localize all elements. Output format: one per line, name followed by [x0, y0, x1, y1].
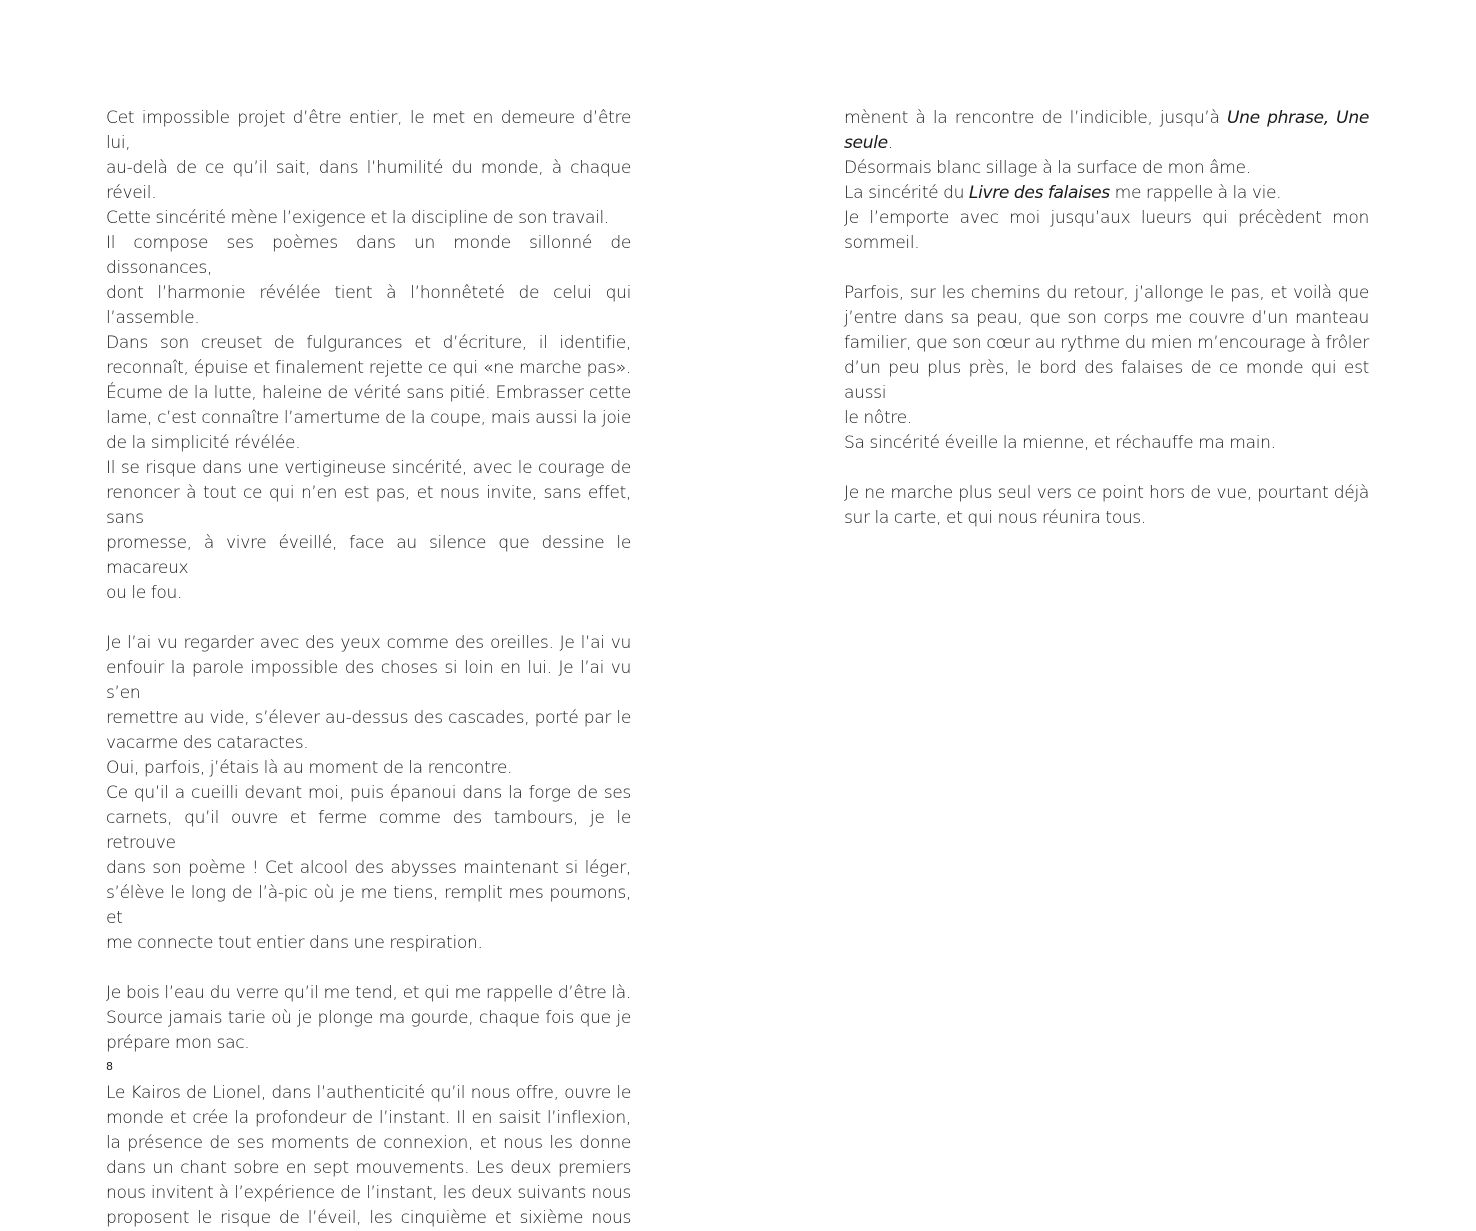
paragraph: [844, 481, 1369, 531]
text-line: proposent le risque de l’éveil, les cinquième et sixième nous: [106, 1208, 631, 1228]
paragraph-gap: [106, 606, 631, 631]
text-line: Source jamais tarie où je plonge ma gourde, chaque fois que je: [106, 1008, 631, 1028]
text-line: mènent à la rencontre de l’indicible, jusqu’à Une phrase, Une seule.: [844, 108, 1369, 153]
left-column: [106, 106, 631, 1231]
text-line: Désormais blanc sillage à la surface de mon âme.: [844, 158, 1251, 178]
paragraph: [844, 281, 1369, 456]
right-column: [844, 106, 1369, 531]
text-line: de la simplicité révélée.: [106, 433, 301, 453]
text-line: le nôtre.: [844, 408, 912, 428]
text-line: dans son poème ! Cet alcool des abysses maintenant si léger,: [106, 858, 631, 878]
paragraph: [106, 1081, 631, 1231]
text-line: Cette sincérité mène l’exigence et la discipline de son travail.: [106, 208, 609, 228]
page-number: 8: [106, 1060, 113, 1073]
text-line: sommeil.: [844, 233, 920, 253]
text-line: j’entre dans sa peau, que son corps me couvre d’un manteau: [844, 308, 1369, 328]
text-line: lame, c’est connaître l’amertume de la coupe, mais aussi la joie: [106, 408, 631, 428]
text-line: familier, que son cœur au rythme du mien m’encourage à frôler: [844, 333, 1369, 353]
text-line: promesse, à vivre éveillé, face au silence que dessine le macareux: [106, 533, 631, 578]
text-line: Je l’ai vu regarder avec des yeux comme des oreilles. Je l’ai vu: [106, 633, 631, 653]
italic-title: Une phrase, Une seule: [844, 108, 1369, 153]
text-line: monde et crée la profondeur de l’instant. Il en saisit l’inflexion,: [106, 1108, 631, 1128]
paragraph-gap: [844, 256, 1369, 281]
right-paragraphs: [844, 281, 1369, 531]
text-line: carnets, qu’il ouvre et ferme comme des tambours, je le retrouve: [106, 808, 631, 853]
paragraph-gap: [844, 456, 1369, 481]
right-intro-paragraph: [844, 106, 1369, 256]
text-line: Parfois, sur les chemins du retour, j’allonge le pas, et voilà que: [844, 283, 1369, 303]
text-line: Oui, parfois, j’étais là au moment de la rencontre.: [106, 758, 513, 778]
text-line: dont l’harmonie révélée tient à l’honnêteté de celui qui l’assemble.: [106, 283, 631, 328]
paragraph: [106, 106, 631, 606]
text-line: sur la carte, et qui nous réunira tous.: [844, 508, 1146, 528]
text-line: vacarme des cataractes.: [106, 733, 309, 753]
text-line: Le Kairos de Lionel, dans l’authenticité qu’il nous offre, ouvre le: [106, 1083, 631, 1103]
text-line: La sincérité du Livre des falaises me rappelle à la vie.: [844, 183, 1282, 203]
paragraph-gap: [106, 1056, 631, 1081]
text-line: Sa sincérité éveille la mienne, et réchauffe ma main.: [844, 433, 1276, 453]
text-line: Dans son creuset de fulgurances et d’écriture, il identifie,: [106, 333, 631, 353]
text-line: ou le fou.: [106, 583, 183, 603]
text-line: au-delà de ce qu’il sait, dans l’humilité du monde, à chaque réveil.: [106, 158, 631, 203]
paragraph: [106, 631, 631, 956]
text-line: dans un chant sobre en sept mouvements. Les deux premiers: [106, 1158, 631, 1178]
text-line: Cet impossible projet d’être entier, le met en demeure d’être lui,: [106, 108, 631, 153]
text-line: Il se risque dans une vertigineuse sincérité, avec le courage de: [106, 458, 631, 478]
text-line: renoncer à tout ce qui n’en est pas, et nous invite, sans effet, sans: [106, 483, 631, 528]
text-line: Écume de la lutte, haleine de vérité sans pitié. Embrasser cette: [106, 383, 631, 403]
text-line: me connecte tout entier dans une respiration.: [106, 933, 483, 953]
text-line: Je ne marche plus seul vers ce point hors de vue, pourtant déjà: [844, 483, 1369, 503]
text-line: Je l’emporte avec moi jusqu’aux lueurs qui précèdent mon: [844, 208, 1369, 228]
text-line: prépare mon sac.: [106, 1033, 250, 1053]
text-line: Il compose ses poèmes dans un monde sillonné de dissonances,: [106, 233, 631, 278]
text-line: d’un peu plus près, le bord des falaises de ce monde qui est aussi: [844, 358, 1369, 403]
text-line: remettre au vide, s’élever au-dessus des cascades, porté par le: [106, 708, 631, 728]
text-line: enfouir la parole impossible des choses si loin en lui. Je l’ai vu s’en: [106, 658, 631, 703]
text-line: reconnaît, épuise et finalement rejette ce qui «ne marche pas».: [106, 358, 631, 378]
text-line: Ce qu’il a cueilli devant moi, puis épanoui dans la forge de ses: [106, 783, 631, 803]
text-line: Je bois l’eau du verre qu’il me tend, et qui me rappelle d’être là.: [106, 983, 631, 1003]
text-line: s’élève le long de l’à-pic où je me tiens, remplit mes poumons, et: [106, 883, 631, 928]
text-line: la présence de ses moments de connexion, et nous les donne: [106, 1133, 631, 1153]
paragraph-gap: [106, 956, 631, 981]
italic-title: Livre des falaises: [968, 183, 1110, 203]
text-line: nous invitent à l’expérience de l’instant, les deux suivants nous: [106, 1183, 631, 1203]
paragraph: [106, 981, 631, 1056]
